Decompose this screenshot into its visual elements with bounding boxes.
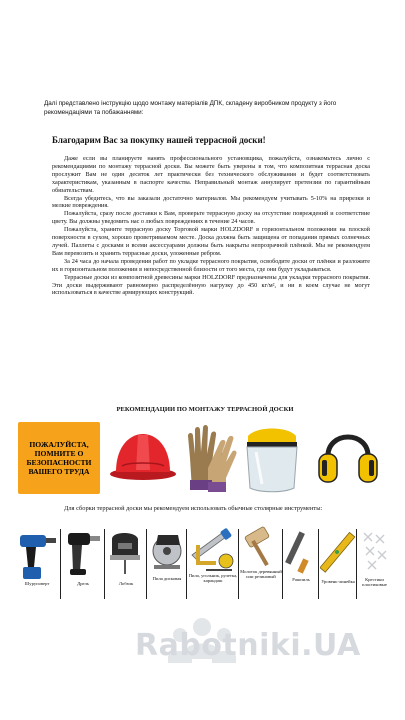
recommendations-heading: РЕКОМЕНДАЦИИ ПО МОНТАЖУ ТЕРРАСНОЙ ДОСКИ xyxy=(116,406,294,413)
plastic-crosses-icon xyxy=(358,525,391,575)
hard-hat-icon xyxy=(108,422,178,494)
face-shield-icon xyxy=(238,422,306,494)
watermark-text: Rabotniki.UA xyxy=(135,628,361,663)
tool-drill xyxy=(62,525,104,605)
tool-circular-saw xyxy=(148,525,186,605)
saw-square-tape-icon xyxy=(188,525,238,575)
drill-icon xyxy=(14,525,60,585)
paragraph: Пожалуйста, сразу после доставки к Вам, проверьте террасную доску на отсутствие повреждений и соответствие цвету. Вы должны уведомить нас о любых повреждениях в течение 24 часов. xyxy=(52,210,370,226)
power-drill-icon xyxy=(62,525,104,585)
tool-mallet xyxy=(240,525,282,605)
tool-label: Дрель xyxy=(77,581,89,586)
tool-divider xyxy=(146,529,147,599)
tool-jigsaw xyxy=(106,525,146,605)
tool-label: Пила дисковая xyxy=(152,576,182,581)
tool-divider xyxy=(186,529,187,599)
earmuffs-icon xyxy=(312,422,384,494)
safety-notice-text: ПОЖАЛУЙСТА, ПОМНИТЕ О БЕЗОПАСНОСТИ ВАШЕГО ТРУДА xyxy=(24,429,94,487)
tool-label: Крестики пластиковые xyxy=(362,577,387,588)
tool-label: Пила, угольник, рулетка, карандаш xyxy=(188,573,238,584)
tool-hand-saw-set xyxy=(188,525,238,605)
intro-text: Далі представлено інструкцію щодо монтажу матеріалів ДПК, складену виробником продукту з його рекомендаціями та побажаннями: xyxy=(44,100,337,116)
tool-label: Шуруповерт xyxy=(24,581,50,586)
level-icon xyxy=(320,525,356,581)
tool-label: Молоток деревянный или резиновый xyxy=(240,569,282,580)
tool-label: Лобзик xyxy=(118,581,134,586)
tools-row xyxy=(14,525,391,605)
paragraph: Всегда убедитесь, что вы заказали достаточно материалов. Мы рекомендуем учитывать 5-10% на прирезки и мелкие повреждения. xyxy=(52,194,370,210)
tool-divider xyxy=(318,529,319,599)
tool-screwdriver xyxy=(14,525,60,605)
safety-row xyxy=(14,422,391,494)
tool-plastic-crosses xyxy=(358,525,391,605)
paragraph: Даже если вы планируете нанять профессионального установщика, пожалуйста, ознакомьтесь лично с рекомендациями по монтажу террасной доски. Вы можете быть уверены в том, что композитная террасная доска прослужит Вам не один десяток лет практически без технического обслуживания и будет соответствовать характеристикам, указанным в паспорте качества. Неправильный монтаж аннулирует претензии по гарантийным обязательствам. xyxy=(52,155,370,194)
circular-saw-icon xyxy=(148,525,186,579)
paragraph: За 24 часа до начала проведения работ по укладке террасного покрытия, освободите доски от плёнки и разложите их в горизонтальном положении в непосредственной близости от того места, где они будут укладываться. xyxy=(52,257,370,273)
tool-divider xyxy=(104,529,105,599)
document-title: Благодарим Вас за покупку нашей террасной доски! xyxy=(52,135,266,145)
paragraph: Пожалуйста, храните террасную доску Торговой марки HOLZDORF в горизонтальном положении на плоской поверхности в сухом, хорошо проветриваемом месте. Доска должна быть защищена от попадания прямых солнечных лучей. Паллеты с досками и всеми аксессуарами должны быть накрыты непрозрачной плёнкой. Мы не рекомендуем Вам перевозить и хранить террасные доски, уложенные ребром. xyxy=(52,226,370,257)
work-gloves-icon xyxy=(182,422,238,494)
tool-label: Рашпиль xyxy=(292,577,310,582)
tool-divider xyxy=(356,529,357,599)
tool-level xyxy=(320,525,356,605)
tool-rasp xyxy=(284,525,318,605)
tool-divider xyxy=(282,529,283,599)
tools-intro: Для сборки террасной доски мы рекомендуем использовать обычные столярные инструменты: xyxy=(64,505,323,512)
rasp-icon xyxy=(284,525,318,579)
jigsaw-icon xyxy=(106,525,146,585)
body-text xyxy=(52,155,370,297)
safety-notice-box xyxy=(18,422,100,494)
paragraph: Террасные доски из композитной древесины марки HOLZDORF предназначены для укладки террасного покрытия. Эти доски выдерживают равномерно распределённую нагрузку до 450 кг/м², и ни в коем случае не могут использоваться в качестве армирующих конструкций. xyxy=(52,273,370,297)
mallet-icon xyxy=(240,525,282,571)
tool-label: Уровень-линейка xyxy=(321,579,355,584)
tool-divider xyxy=(238,529,239,599)
tool-divider xyxy=(60,529,61,599)
